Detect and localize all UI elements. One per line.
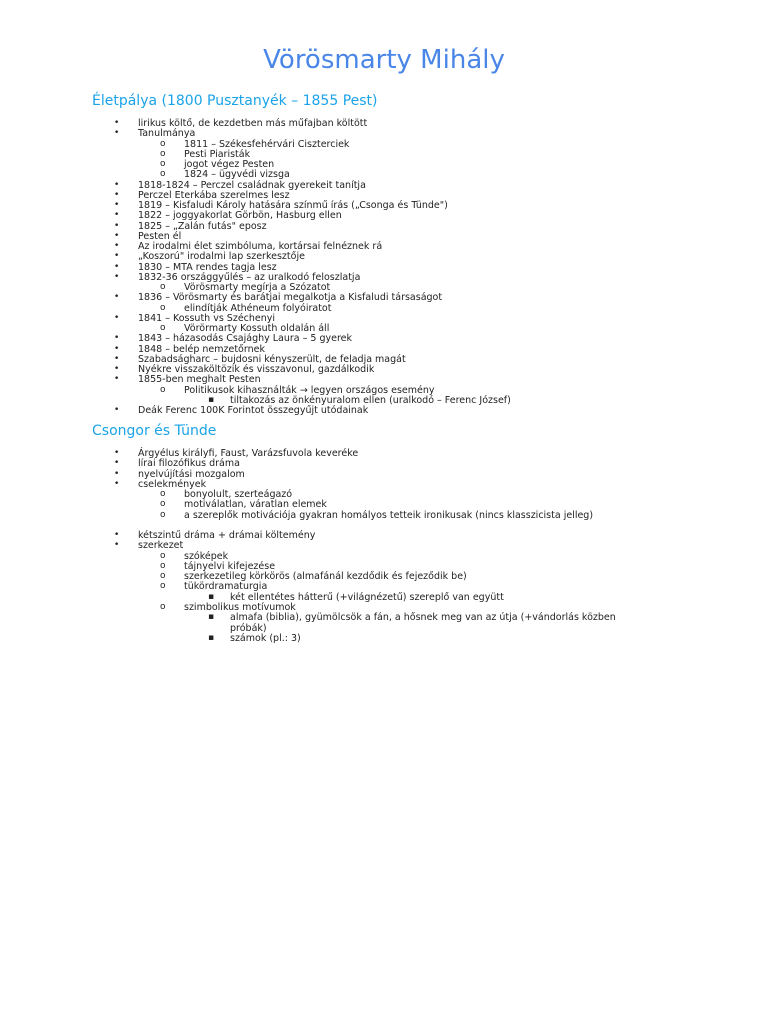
bullet-marker: • — [114, 478, 120, 489]
list-item: Nyékre visszaköltözik és visszavonul, gazdálkodik — [138, 364, 375, 375]
list-item: 1825 – „Zalán futás" eposz — [138, 220, 267, 232]
bullet-marker: o — [160, 169, 166, 180]
list-item: számok (pl.: 3) — [230, 632, 301, 644]
list-item: Az irodalmi élet szimbóluma, kortársai felnéznek rá — [138, 241, 383, 252]
list-item: Árgyélus királyfi, Faust, Varázsfuvola keveréke — [138, 448, 359, 459]
bullet-marker: • — [114, 261, 120, 272]
list-item: 1819 – Kisfaludi Károly hatására színmű írás („Csonga és Tünde") — [138, 200, 448, 211]
list-item: két ellentétes hátterű (+világnézetű) szereplő van együtt — [230, 591, 504, 603]
bullet-marker: • — [114, 230, 120, 241]
list-item: 1811 – Székesfehérvári Ciszterciek — [184, 138, 350, 150]
bullet-marker: o — [160, 550, 166, 561]
page-title: Vörösmarty Mihály — [263, 45, 505, 75]
list-item: 1855-ben meghalt Pesten — [138, 374, 261, 386]
bullet-marker: ▪ — [208, 632, 215, 643]
list-item: elindítják Athéneum folyóiratot — [184, 302, 332, 314]
list-item: bonyolult, szerteágazó — [184, 489, 293, 500]
list-item: jogot végez Pesten — [184, 159, 275, 170]
list-item: 1830 – MTA rendes tagja lesz — [138, 261, 277, 273]
bullet-marker: o — [160, 148, 166, 159]
bullet-marker: o — [160, 571, 166, 581]
bullet-marker: • — [114, 458, 120, 469]
list-item: Szabadságharc – bujdosni kényszerült, de feladja magát — [138, 353, 406, 365]
list-item: nyelvújítási mozgalom — [138, 468, 245, 480]
bullet-marker: • — [114, 251, 120, 262]
bullet-marker: o — [160, 302, 166, 313]
bullet-marker: • — [114, 530, 120, 540]
list-item: tájnyelvi kifejezése — [184, 560, 276, 572]
bullet-marker: ▪ — [208, 591, 215, 602]
list-item: lirikus költő, de kezdetben más műfajban költött — [138, 118, 368, 129]
list-item: Tanulmánya — [138, 128, 196, 140]
bullet-marker: • — [114, 200, 120, 210]
bullet-marker: o — [160, 581, 166, 592]
list-item: szerkezet — [138, 540, 184, 552]
list-item: 1836 – Vörösmarty és barátjai megalkotja a Kisfaludi társaságot — [138, 292, 443, 304]
list-item: „Koszorú" irodalmi lap szerkesztője — [138, 251, 305, 263]
list-item: 1832-36 országgyűlés – az uralkodó feloszlatja — [138, 271, 361, 283]
bullet-marker: • — [114, 179, 120, 190]
list-item: motiválatlan, váratlan elemek — [184, 499, 327, 511]
bullet-marker: o — [160, 159, 166, 169]
list-item: Politikusok kihasználták → legyen országos esemény — [184, 384, 435, 396]
bullet-marker: • — [114, 292, 120, 303]
list-item: tiltakozás az önkényuralom ellen (uralkodó – Ferenc József) — [230, 394, 511, 406]
bullet-marker: o — [160, 560, 166, 571]
bullet-marker: • — [114, 448, 120, 458]
bullet-marker: • — [114, 540, 120, 551]
bullet-marker: • — [114, 210, 120, 221]
list-item: cselekmények — [138, 478, 207, 490]
list-item: Deák Ferenc 100K Forintot összegyűjt utódainak — [138, 405, 369, 416]
list-item: Pesten él — [138, 230, 182, 242]
list-item: 1843 – házasodás Csajághy Laura – 5 gyerek — [138, 333, 353, 345]
bullet-marker: o — [160, 138, 166, 149]
bullet-marker: ▪ — [208, 612, 215, 622]
bullet-marker: • — [114, 333, 120, 344]
section-heading-csongor: Csongor és Tünde — [92, 423, 217, 439]
bullet-marker: • — [114, 405, 120, 415]
bullet-marker: • — [114, 271, 120, 282]
bullet-marker: • — [114, 312, 120, 323]
bullet-marker: • — [114, 343, 120, 354]
list-item: 1822 – joggyakorlat Görbön, Hasburg ellen — [138, 210, 342, 222]
list-item: a szereplők motivációja gyakran homályos tetteik ironikusak (nincs klasszicista jelleg) — [184, 509, 594, 521]
list-item: 1824 – ügyvédi vizsga — [184, 169, 290, 181]
list-item: 1841 – Kossuth vs Széchenyi — [138, 312, 276, 324]
list-item: szerkezetileg körkörös (almafánál kezdődik és fejeződik be) — [184, 571, 467, 582]
bullet-marker: • — [114, 128, 120, 139]
list-item: 1848 – belép nemzetőrnek — [138, 343, 265, 355]
list-item: Vörösmarty megírja a Szózatot — [184, 282, 331, 293]
list-item: lírai filozófikus dráma — [138, 458, 240, 470]
bullet-marker: • — [114, 189, 120, 200]
bullet-marker: • — [114, 364, 120, 374]
list-item: Vörörmarty Kossuth oldalán áll — [184, 323, 330, 334]
section-heading-eletpalya: Életpálya (1800 Pusztanyék – 1855 Pest) — [92, 93, 378, 109]
list-item: kétszintű dráma + drámai költemény — [138, 530, 316, 541]
list-item: szimbolikus motívumok — [184, 601, 296, 613]
bullet-marker: • — [114, 353, 120, 364]
bullet-marker: o — [160, 282, 166, 292]
bullet-marker: o — [160, 489, 166, 499]
bullet-marker: o — [160, 384, 166, 395]
list-item: Pesti Piaristák — [184, 148, 251, 160]
bullet-marker: • — [114, 374, 120, 385]
bullet-marker: o — [160, 509, 166, 520]
bullet-marker: • — [114, 468, 120, 479]
bullet-marker: o — [160, 323, 166, 333]
bullet-marker: o — [160, 601, 166, 612]
list-item: tükördramaturgia — [184, 581, 268, 593]
list-item: szóképek — [184, 550, 229, 562]
list-item: almafa (biblia), gyümölcsök a fán, a hősnek meg van az útja (+vándorlás közben próbák) — [230, 612, 616, 634]
bullet-marker: • — [114, 241, 120, 251]
bullet-marker: o — [160, 499, 166, 510]
bullet-marker: ▪ — [208, 394, 215, 405]
bullet-marker: • — [114, 220, 120, 231]
list-item: 1818-1824 – Perczel családnak gyerekeit tanítja — [138, 179, 366, 191]
list-item: Perczel Eterkába szerelmes lesz — [138, 189, 290, 201]
bullet-marker: • — [114, 118, 120, 128]
